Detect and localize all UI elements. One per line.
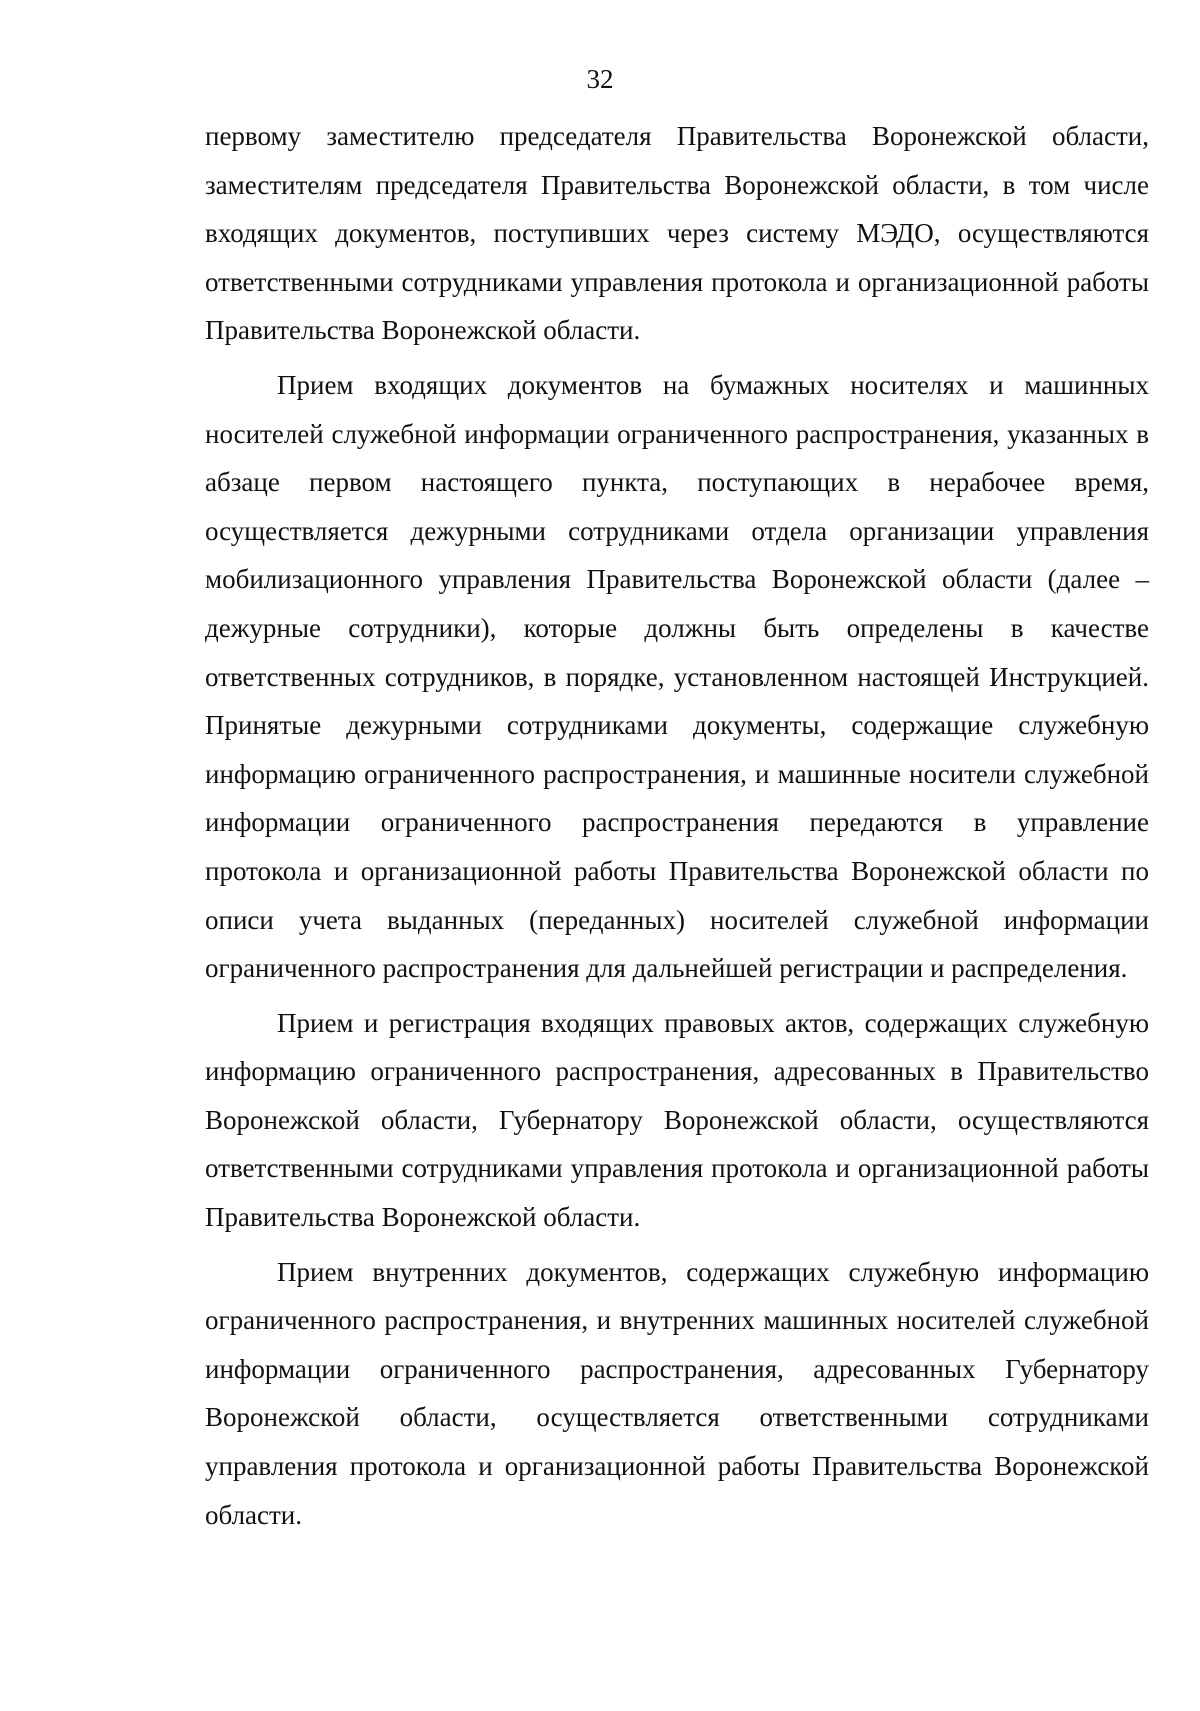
paragraph-continuation: первому заместителю председателя Правительства Воронежской области, заместителям председателя Правительства Воронежской области, в том числе входящих документов, поступивших через систему МЭДО, осуществляются ответственными сотрудниками управления протокола и организационной работы Правительства Воронежской области. — [205, 121, 1149, 346]
page-number: 32 — [586, 64, 614, 94]
paragraph-internal-documents: Прием внутренних документов, содержащих служебную информацию ограниченного распространения, и внутренних машинных носителей служебной информации ограниченного распространения, адресованных Губернатору Воронежской области, осуществляется ответственными сотрудниками управления протокола и организационной работы Правительства Воронежской области. — [205, 1256, 1149, 1530]
paragraph-legal-acts: Прием и регистрация входящих правовых актов, содержащих служебную информацию ограниченного распространения, адресованных в Правительство Воронежской области, Губернатору Воронежской области, осуществляются ответственными сотрудниками управления протокола и организационной работы Правительства Воронежской области. — [205, 1007, 1149, 1233]
document-body — [205, 112, 1149, 1539]
paragraph-incoming-documents: Прием входящих документов на бумажных носителях и машинных носителей служебной информации ограниченного распространения, указанных в абзаце первом настоящего пункта, поступающих в нерабочее время, осуществляется дежурными сотрудниками отдела организации управления мобилизационного управления Правительства Воронежской области (далее – дежурные сотрудники), которые должны быть определены в качестве ответственных сотрудников, в порядке, установленном настоящей Инструкцией. Принятые дежурными сотрудниками документы, содержащие служебную информацию ограниченного распространения, и машинные носители служебной информации ограниченного распространения передаются в управление протокола и организационной работы Правительства Воронежской области по описи учета выданных (переданных) носителей служебной информации ограниченного распространения для дальнейшей регистрации и распределения. — [205, 369, 1149, 984]
